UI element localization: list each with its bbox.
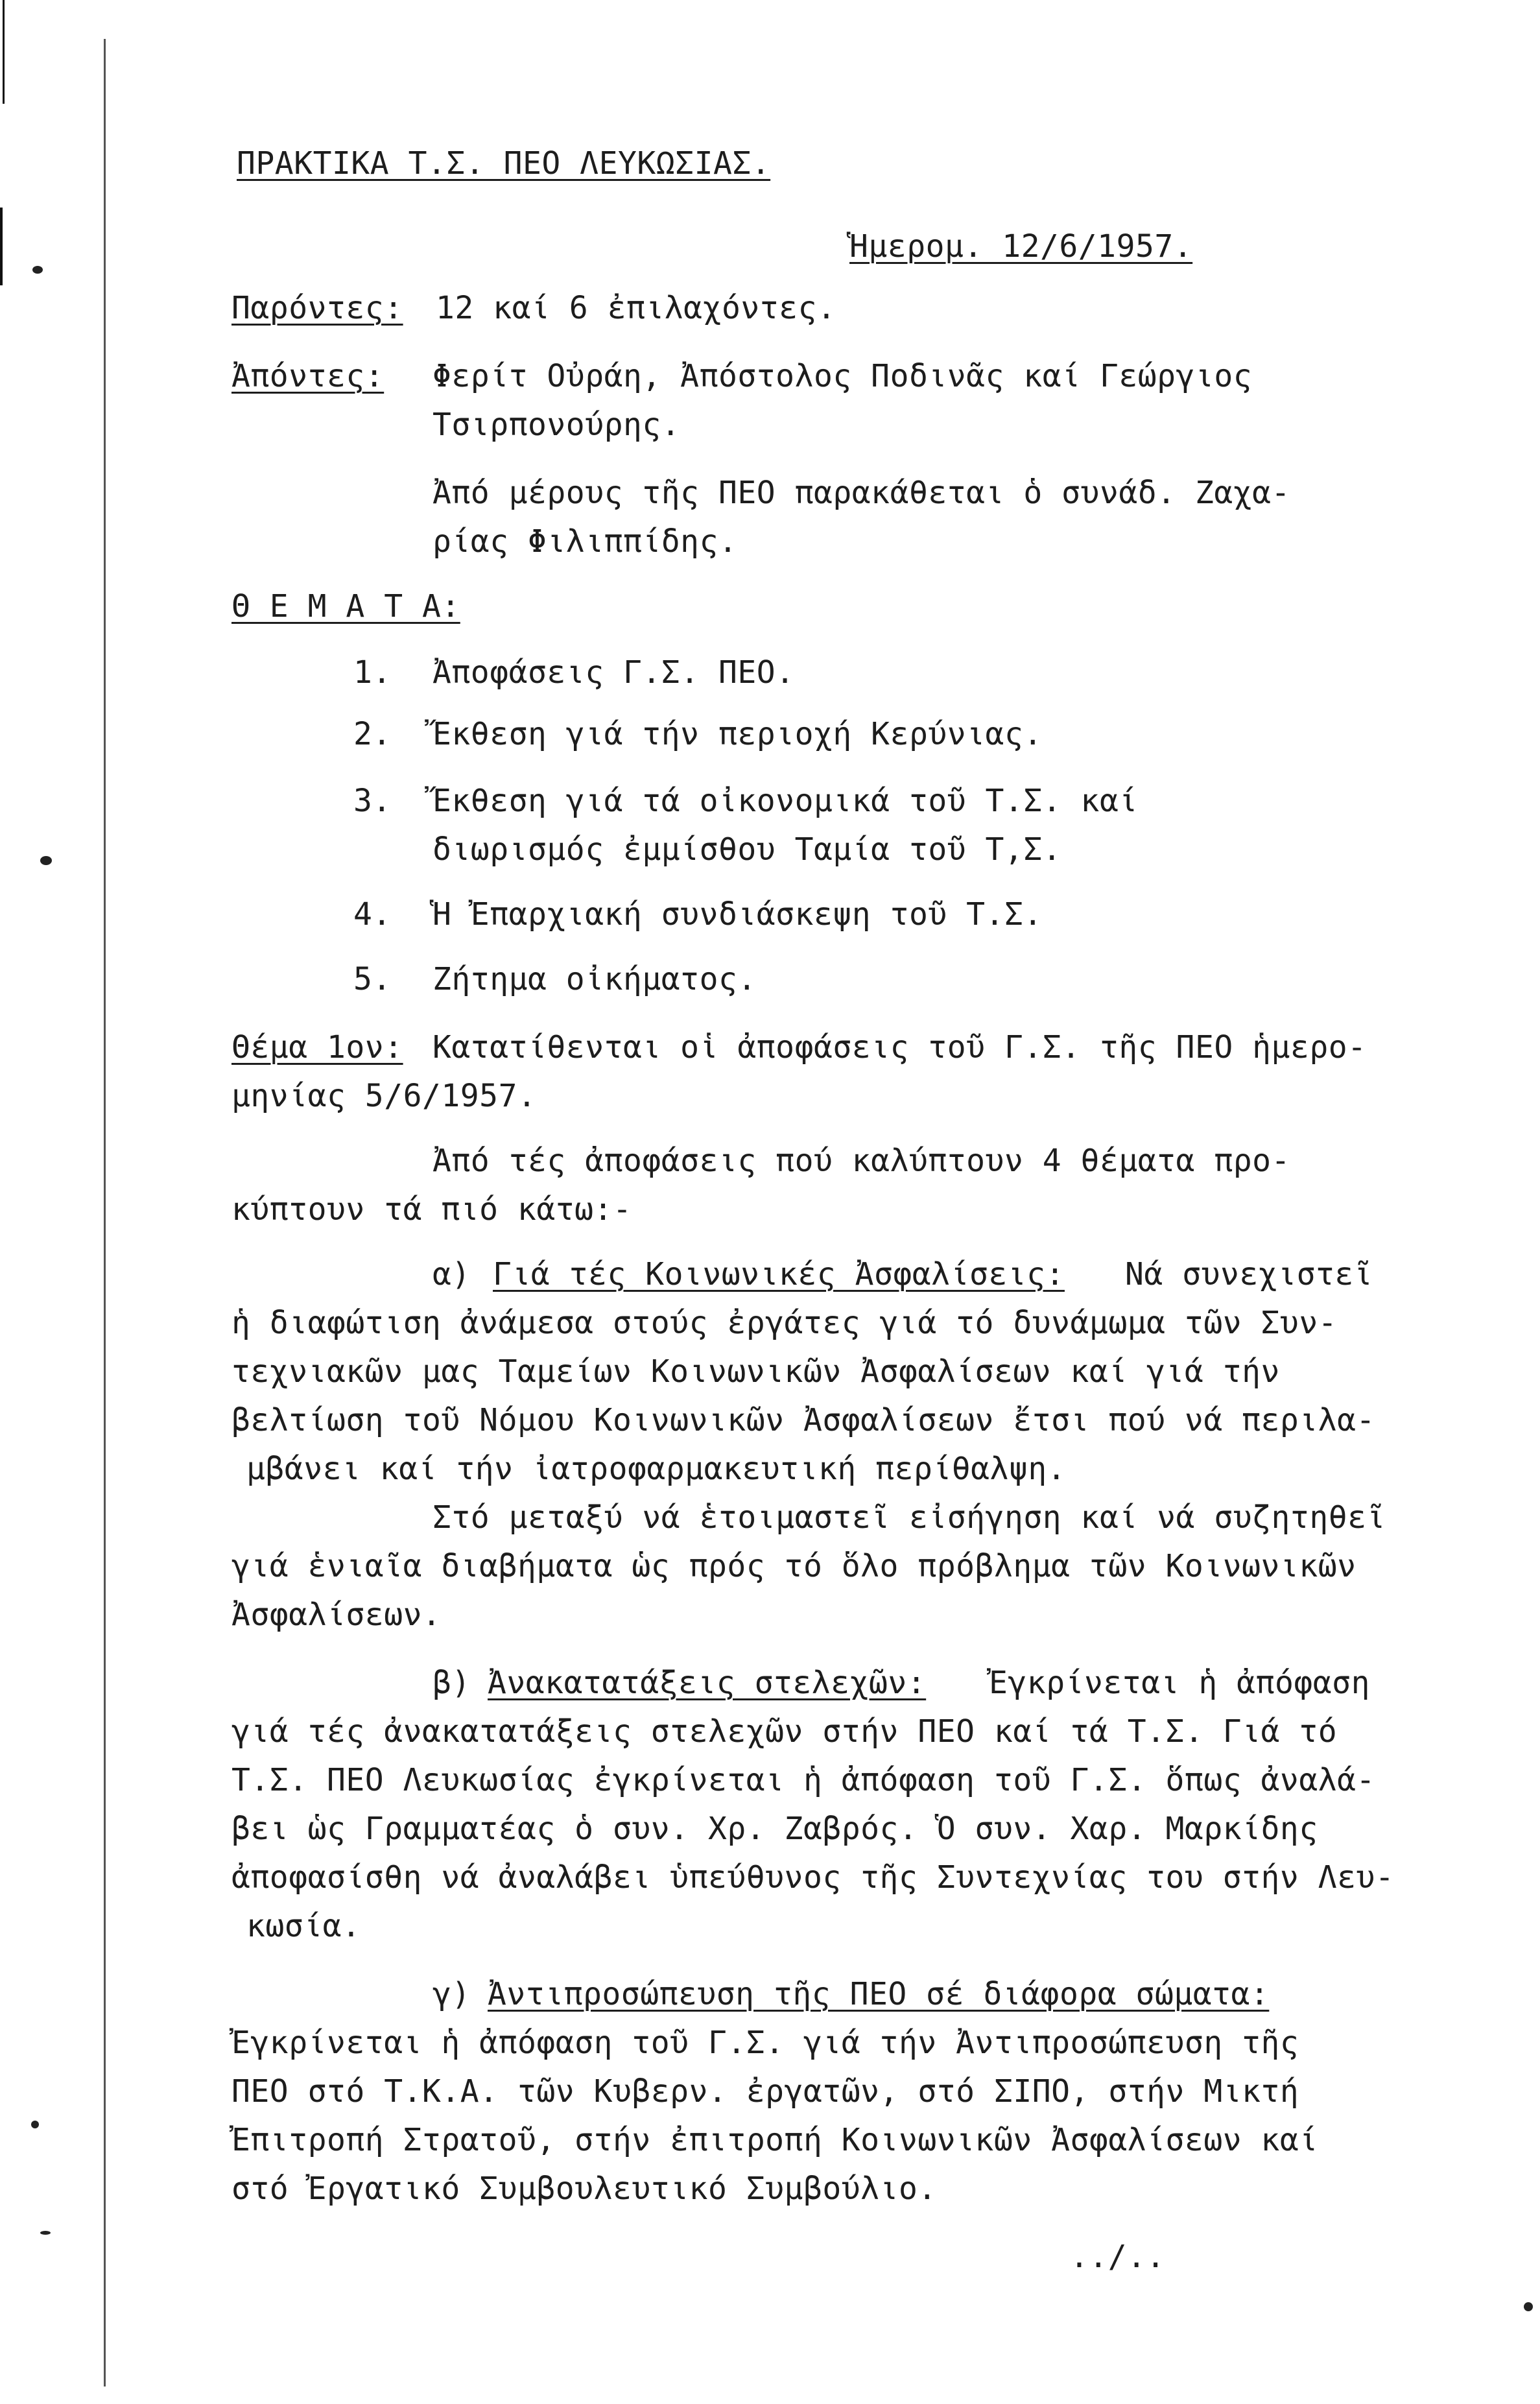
absent-text: Τσιρπονούρης. (432, 407, 681, 443)
agenda-item: Ἔκθεση γιά τήν περιοχή Κερύνιας. (432, 716, 1043, 752)
topic-1-text: Κατατίθενται οἱ ἀποφάσεις τοῦ Γ.Σ. τῆς ΠΕΟ ἡμερο- (432, 1029, 1367, 1065)
section-a-marker: α) (432, 1256, 471, 1292)
agenda-item: Ζήτημα οἰκήματος. (432, 961, 757, 997)
meeting-date: Ἡμερομ. 12/6/1957. (849, 228, 1193, 265)
scan-speck (1524, 2302, 1533, 2311)
agenda-item-number: 3. (353, 783, 392, 819)
agenda-item: Ἡ Ἐπαρχιακή συνδιάσκεψη τοῦ Τ.Σ. (432, 896, 1043, 933)
section-b-text: βει ὡς Γραμματέας ὁ συν. Χρ. Ζαβρός. Ὁ συν. Χαρ. Μαρκίδης (231, 1811, 1318, 1847)
scan-speck (40, 2231, 51, 2235)
section-c-text: ΠΕΟ στό Τ.Κ.Α. τῶν Κυβερν. ἐργατῶν, στό ΣΙΠΟ, στήν Μικτή (231, 2073, 1299, 2110)
section-b-text: γιά τές ἀνακατατάξεις στελεχῶν στήν ΠΕΟ καί τά Τ.Σ. Γιά τό (231, 1713, 1338, 1750)
agenda-item: Ἀποφάσεις Γ.Σ. ΠΕΟ. (432, 654, 795, 691)
topic-1-label: Θέμα 1ον: (231, 1029, 403, 1065)
scan-speck (32, 266, 43, 274)
section-a-text: βελτίωση τοῦ Νόμου Κοινωνικῶν Ἀσφαλίσεων ἔτσι πού νά περιλα- (231, 1402, 1375, 1438)
binding-edge-line (3, 0, 5, 104)
present-text: 12 καί 6 ἐπιλαχόντες. (436, 290, 836, 326)
section-a-heading: Γιά τές Κοινωνικές Ἀσφαλίσεις: (493, 1256, 1065, 1292)
agenda-item-number: 5. (353, 961, 392, 997)
present-label: Παρόντες: (231, 290, 403, 326)
section-c-text: στό Ἐργατικό Συμβουλευτικό Συμβούλιο. (231, 2171, 937, 2207)
scan-speck (40, 856, 52, 865)
absent-text: Φερίτ Οὐράη, Ἀπόστολος Ποδινᾶς καί Γεώργιος (432, 358, 1253, 394)
section-b-text: ἀποφασίσθη νά ἀναλάβει ὑπεύθυνος τῆς Συντεχνίας του στήν Λευ- (231, 1859, 1395, 1896)
section-a-text: τεχνιακῶν μας Ταμείων Κοινωνικῶν Ἀσφαλίσεων καί γιά τήν (231, 1353, 1280, 1390)
agenda-item-number: 1. (353, 654, 392, 691)
agenda-item-number: 2. (353, 716, 392, 752)
section-a-text: Νά συνεχιστεῖ (1125, 1256, 1373, 1292)
binding-edge-line (104, 39, 106, 2386)
peo-representative-note: ρίας Φιλιππίδης. (432, 523, 738, 560)
section-b-heading: Ἀνακατατάξεις στελεχῶν: (488, 1665, 927, 1701)
section-b-text: Ἐγκρίνεται ἡ ἀπόφαση (989, 1665, 1370, 1701)
section-c-marker: γ) (432, 1976, 471, 2012)
scan-speck (31, 2121, 39, 2128)
agenda-item-number: 4. (353, 896, 392, 933)
topic-1-text: μηνίας 5/6/1957. (231, 1078, 537, 1114)
section-a-text: μβάνει καί τήν ἰατροφαρμακευτική περίθαλψη. (246, 1451, 1067, 1487)
section-c-heading: Ἀντιπροσώπευση τῆς ΠΕΟ σέ διάφορα σώματα: (488, 1976, 1270, 2012)
section-c-text: Ἐγκρίνεται ἡ ἀπόφαση τοῦ Γ.Σ. γιά τήν Ἀντιπροσώπευση τῆς (231, 2025, 1299, 2061)
document-title: ΠΡΑΚΤΙΚΑ Τ.Σ. ΠΕΟ ΛΕΥΚΩΣΙΑΣ. (237, 145, 771, 182)
section-c-text: Ἐπιτροπή Στρατοῦ, στήν ἐπιτροπή Κοινωνικῶν Ἀσφαλίσεων καί (231, 2122, 1318, 2158)
agenda-item: διωρισμός ἐμμίσθου Ταμία τοῦ Τ,Σ. (432, 831, 1062, 868)
section-a-text: Ἀσφαλίσεων. (231, 1597, 442, 1633)
agenda-label: Θ Ε Μ Α Τ Α: (231, 588, 460, 625)
topic-1-intro: κύπτουν τά πιό κάτω:- (231, 1191, 632, 1228)
absent-label: Ἀπόντες: (231, 358, 385, 394)
agenda-item: Ἔκθεση γιά τά οἰκονομικά τοῦ Τ.Σ. καί (432, 783, 1138, 819)
binding-edge-line (0, 208, 3, 285)
section-b-text: Τ.Σ. ΠΕΟ Λευκωσίας ἐγκρίνεται ἡ ἀπόφαση τοῦ Γ.Σ. ὅπως ἀναλά- (231, 1762, 1375, 1798)
section-a-text: ἡ διαφώτιση ἀνάμεσα στούς ἐργάτες γιά τό δυνάμωμα τῶν Συν- (231, 1305, 1338, 1341)
page-continuation-mark: ../.. (1070, 2239, 1165, 2275)
peo-representative-note: Ἀπό μέρους τῆς ΠΕΟ παρακάθεται ὁ συνάδ. Ζαχα- (432, 475, 1290, 511)
topic-1-intro: Ἀπό τές ἀποφάσεις πού καλύπτουν 4 θέματα προ- (432, 1143, 1290, 1179)
section-a-text: Στό μεταξύ νά ἑτοιμαστεῖ εἰσήγηση καί νά συζητηθεῖ (432, 1499, 1386, 1536)
section-a-text: γιά ἑνιαῖα διαβήματα ὡς πρός τό ὅλο πρόβλημα τῶν Κοινωνικῶν (231, 1548, 1356, 1584)
section-b-marker: β) (432, 1665, 471, 1701)
section-b-text: κωσία. (246, 1908, 361, 1944)
